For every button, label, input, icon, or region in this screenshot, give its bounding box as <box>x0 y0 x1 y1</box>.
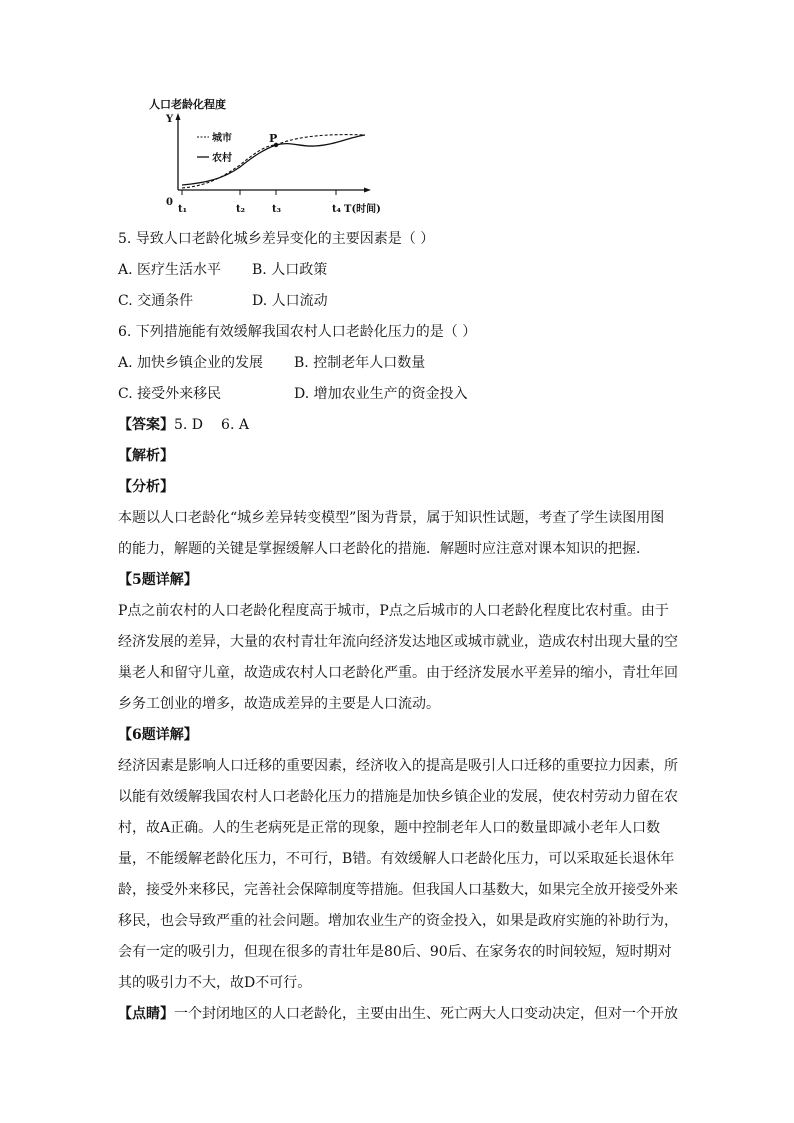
q6-option-b: B. 控制老年人口数量 <box>294 355 426 371</box>
point-p-label: P <box>269 132 278 145</box>
dianjing-label: 【点睛】 <box>118 1006 174 1022</box>
answer-6: 6. A <box>221 417 249 433</box>
x-tick-label-t4: t₄ <box>332 204 341 215</box>
y-axis-arrow <box>176 113 181 120</box>
x-tick-label-t2: t₂ <box>236 204 245 215</box>
q5-stem: 5. 导致人口老龄化城乡差异变化的主要因素是（ ） <box>118 231 435 247</box>
q6-stem: 6. 下列措施能有效缓解我国农村人口老龄化压力的是（ ） <box>118 324 477 340</box>
detail-6-paragraph: 经济因素是影响人口迁移的重要因素，经济收入的提高是吸引人口迁移的重要拉力因素，所以能有效缓解我国农村人口老龄化压力的措施是加快乡镇企业的发展，使农村劳动力留在农村，故A正确。人的生老病死是正常的现象，题中控制老年人口的数量即减小老年人口数量，不能缓解老龄化压力，不可行，B错。有效缓解人口老龄化压力，可以采取延长退休年龄，接受外来移民，完善社会保障制度等措施。但我国人口基数大，如果完全放开接受外来移民，也会导致严重的社会问题。增加农业生产的资金投入，如果是政府实施的补助行为，会有一定的吸引力，但现在很多的青壮年是80后、90后、在家务农的时间较短，短时期对其的吸引力不大，故D不可行。 <box>118 758 678 991</box>
legend-rural-label: 农村 <box>212 153 232 164</box>
q5-options-row2 <box>118 286 678 317</box>
q5-option-b: B. 人口政策 <box>252 262 328 278</box>
x-tick-label-t3: t₃ <box>272 204 281 215</box>
legend-city-label: 城市 <box>212 133 232 144</box>
x-axis-arrow <box>364 188 371 193</box>
answer-line <box>118 410 678 441</box>
analysis-heading: 【解析】 <box>118 448 174 464</box>
dianjing-text: 一个封闭地区的人口老龄化，主要由出生、死亡两大人口变动决定，但对一个开放 <box>174 1006 678 1022</box>
q5-option-c: C. 交通条件 <box>118 293 194 309</box>
answer-label: 【答案】 <box>118 417 174 433</box>
x-tick-label-t1: t₁ <box>178 204 187 215</box>
aging-chart-svg <box>145 95 395 220</box>
aging-chart <box>145 95 395 220</box>
chart-title: 人口老龄化程度 <box>149 98 226 111</box>
q6-option-c: C. 接受外来移民 <box>118 386 222 402</box>
question-content <box>118 224 678 1030</box>
x-axis-label: T(时间) <box>344 204 381 215</box>
dianjing-paragraph <box>118 999 678 1030</box>
detail-5-heading: 【5题详解】 <box>118 572 198 588</box>
detail-6-heading: 【6题详解】 <box>118 727 198 743</box>
q6-options-row1 <box>118 348 678 379</box>
q5-option-d: D. 人口流动 <box>252 293 328 309</box>
y-axis-label: Y <box>166 114 174 125</box>
q6-options-row2 <box>118 379 678 410</box>
fenxi-heading: 【分析】 <box>118 479 174 495</box>
q5-option-a: A. 医疗生活水平 <box>118 262 222 278</box>
fenxi-paragraph: 本题以人口老龄化“城乡差异转变模型”图为背景，属于知识性试题，考查了学生读图用图的能力，解题的关键是掌握缓解人口老龄化的措施．解题时应注意对课本知识的把握． <box>118 510 665 557</box>
q5-options-row1 <box>118 255 678 286</box>
q6-option-d: D. 增加农业生产的资金投入 <box>294 386 468 402</box>
q6-option-a: A. 加快乡镇企业的发展 <box>118 355 264 371</box>
detail-5-paragraph: P点之前农村的人口老龄化程度高于城市，P点之后城市的人口老龄化程度比农村重。由于经济发展的差异，大量的农村青壮年流向经济发达地区或城市就业，造成农村出现大量的空巢老人和留守儿童，故造成农村人口老龄化严重。由于经济发展水平差异的缩小，青壮年回乡务工创业的增多，故造成差异的主要是人口流动。 <box>118 603 678 712</box>
answer-5: 5. D <box>174 417 204 433</box>
origin-label: 0 <box>166 197 173 208</box>
